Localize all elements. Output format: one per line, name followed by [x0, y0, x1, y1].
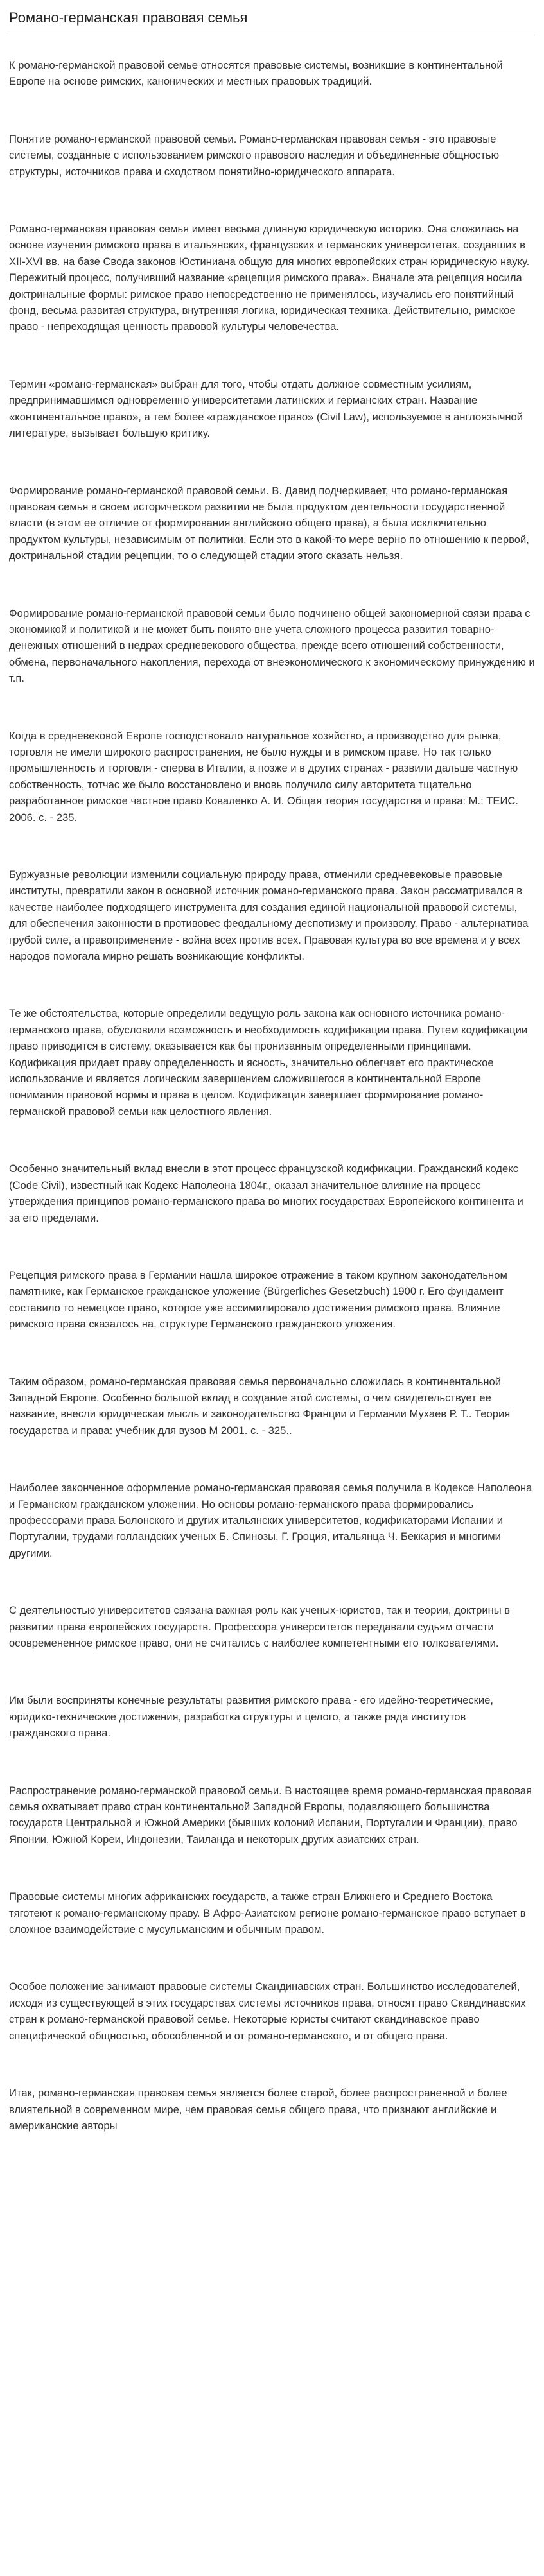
- paragraph: Наиболее законченное оформление романо-германская правовая семья получила в Кодексе Наполеона и Германском гражданском уложении. Но основы романо-германского права формировались профессорами права Болонского и других итальянских университетов, кодификаторами Испании и Португалии, трудами голландских ученых Б. Спинозы, Г. Гроция, итальянца Ч. Беккария и многими другими.: [9, 1482, 532, 1559]
- paragraph: Романо-германская правовая семья имеет весьма длинную юридическую историю. Она сложилась на основе изучения римского права в итальянских, французских и германских университетах, создавших в XII-XVI вв. на базе Свода законов Юстиниана общую для многих европейских стран юридическую науку. Пережитый процесс, получивший название «рецепция римского права». Вначале эта рецепция носила доктринальные формы: римское право непосредственно не применялось, изучались его понятийный фонд, весьма развитая структура, внутренняя логика, юридическая техника. Действительно, римское право - непреходящая ценность правовой культуры человечества.: [9, 223, 530, 333]
- paragraph: Термин «романо-германская» выбран для того, чтобы отдать должное совместным усилиям, предпринимавшимся одновременно университетами латинских и германских стран. Название «континентальное право», а тем более «гражданское право» (Civil Law), используемое в англоязычной литературе, вызывает большую критику.: [9, 377, 523, 440]
- paragraph: Те же обстоятельства, которые определили ведущую роль закона как основного источника романо-германского права, обусловили возможность и необходимость кодификации права. Путем кодификации право приводится в систему, оказывается как бы пронизанным определенными принципами. Кодификация придает праву определенность и ясность, значительно облегчает его практическое использование и является логическим завершением сложившегося в континентальной Европе понимания правовой нормы и права в целом. Кодификация завершает формирование романо-германской правовой семьи как целостного явления.: [9, 1007, 528, 1118]
- paragraph: Особенно значительный вклад внесли в этот процесс французской кодификации. Гражданский кодекс (Code Civil), известный как Кодекс Наполеона 1804г., оказал значительное влияние на процесс утверждения принципов романо-германского права во многих государствах Европейского континента и за его пределами.: [9, 1163, 523, 1224]
- page-title: Романо-германская правовая семья: [9, 10, 248, 26]
- paragraph: Правовые системы многих африканских государств, а также стран Ближнего и Среднего Востока тяготеют к романо-германскому праву. В Афро-Азиатском регионе романо-германское право вступает в сложное взаимодействие с мусульманским и обычным правом.: [9, 1890, 526, 1936]
- paragraph: Формирование романо-германской правовой семьи. В. Давид подчеркивает, что романо-германская правовая семья в своем историческом развитии не была продуктом деятельности государственной власти (в этом ее отличие от формирования английского общего права), а была исключительно продуктом культуры, независимым от политики. Если это в какой-то мере верно по отношению к первой, доктринальной стадии рецепции, то о следующей стадии этого сказать нельзя.: [9, 484, 529, 562]
- paragraph: Им были восприняты конечные результаты развития римского права - его идейно-теоретические, юридико-технические достижения, разработка структуры и целого, а также ряда институтов гражданского права.: [9, 1694, 494, 1740]
- paragraph: Таким образом, романо-германская правовая семья первоначально сложилась в континентальной Западной Европе. Особенно большой вклад в создание этой системы, о чем свидетельствует ее название, внесли юридическая мысль и законодательство Франции и Германии Мухаев Р. Т.. Теория государства и права: учебник для вузов М 2001. с. - 325..: [9, 1375, 511, 1437]
- paragraph: Распространение романо-германской правовой семьи. В настоящее время романо-германская правовая семья охватывает право стран континентальной Западной Европы, подавляющего большинства государств Центральной и Южной Америки (бывших колоний Испании, Португалии и Франции), право Японии, Южной Кореи, Индонезии, Таиланда и некоторых других азиатских стран.: [9, 1784, 532, 1846]
- paragraph: Особое положение занимают правовые системы Скандинавских стран. Большинство исследователей, исходя из существующей в этих государствах системы источников права, относят право Скандинавских стран к романо-германской правовой семье. Некоторые юристы считают скандинавское право специфической общностью, обособленной и от романо-германского, и от общего права.: [9, 1980, 526, 2042]
- paragraph: Формирование романо-германской правовой семьи было подчинено общей закономерной связи права с экономикой и политикой и не может быть понято вне учета сложного процесса развития товарно-денежных отношений в недрах средневекового общества, прежде всего отношений собственности, обмена, первоначального накопления, перехода от внеэкономического к экономическому принуждению и т.п.: [9, 607, 535, 685]
- paragraph: Буржуазные революции изменили социальную природу права, отменили средневековые правовые институты, превратили закон в основной источник романо-германского права. Закон рассматривался в качестве наиболее подходящего инструмента для создания единой национальной правовой системы, для обеспечения законности в противовес феодальному деспотизму и произволу. Право - альтернатива грубой силе, а правоприменение - война всех против всех. Правовая культура во все времена и у всех народов помогала мирно решать возникающие конфликты.: [9, 869, 529, 963]
- paragraph: Рецепция римского права в Германии нашла широкое отражение в таком крупном законодательном памятнике, как Германское гражданское уложение (Bürgerliches Gesetzbuch) 1900 г. Его фундамент составило то немецкое право, которое уже ассимилировало достижения римского права. Влияние римского права сказалось на, структуре Германского гражданского уложения.: [9, 1268, 507, 1331]
- paragraph: Понятие романо-германской правовой семьи. Романо-германская правовая семья - это правовые системы, созданные с использованием римского правового наследия и объединенные общностью структуры, источников права и сходством понятийно-юридического аппарата.: [9, 132, 500, 178]
- paragraph: К романо-германской правовой семье относятся правовые системы, возникшие в континентальной Европе на основе римских, канонических и местных правовых традиций.: [9, 59, 503, 88]
- paragraph: С деятельностью университетов связана важная роль как ученых-юристов, так и теории, доктрины в развитии права европейских государств. Профессора университетов передавали судьям отчасти осовремененное римское право, они не считались с наиболее компетентными его толкователями.: [9, 1604, 511, 1649]
- paragraph: Итак, романо-германская правовая семья является более старой, более распространенной и более влиятельной в современном мире, чем правовая семья общего права, что признают английские и американские авторы: [9, 2087, 507, 2132]
- article-body: [9, 57, 535, 2134]
- paragraph: Когда в средневековой Европе господствовало натуральное хозяйство, а производство для рынка, торговля не имели широкого распространения, не было нужды и в римском праве. Но так только промышленность и торговля - сперва в Италии, а позже и в других странах - развили дальше частную собственность, тотчас же было восстановлено и вновь получило силу авторитета тщательно разработанное римское частное право Коваленко А. И. Общая теория государства и права: М.: ТЕИС. 2006. с. - 235.: [9, 729, 519, 824]
